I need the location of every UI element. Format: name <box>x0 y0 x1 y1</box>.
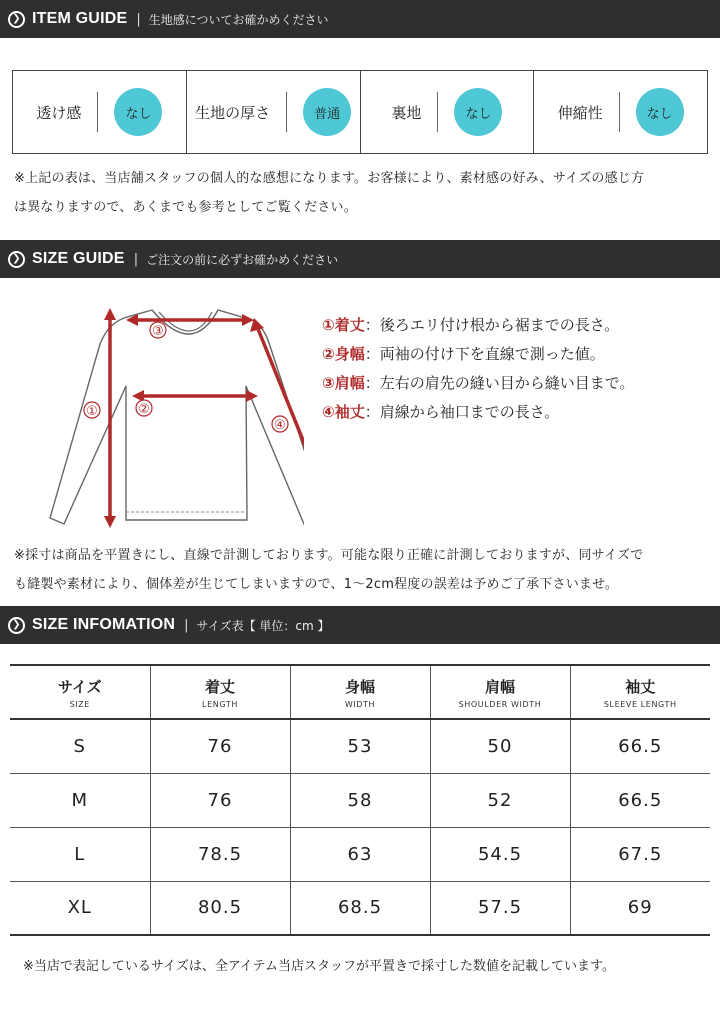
cell-sleeve: 66.5 <box>570 719 710 773</box>
item-badge: なし <box>454 88 502 136</box>
table-row <box>10 719 710 773</box>
table-row <box>10 773 710 827</box>
legend-text: ：後ろエリ付け根から裾までの長さ。 <box>364 316 620 334</box>
cell-width: 63 <box>290 827 430 881</box>
item-guide-box <box>12 70 708 154</box>
item-guide-note <box>14 164 644 222</box>
legend-text: ：左右の肩先の縫い目から縫い目まで。 <box>364 374 635 392</box>
item-badge: なし <box>114 88 162 136</box>
cell-sleeve: 67.5 <box>570 827 710 881</box>
legend-key: ③肩幅 <box>322 374 365 392</box>
marker-1: ① <box>86 404 98 419</box>
cell-sleeve: 66.5 <box>570 773 710 827</box>
note-line: ※上記の表は、当店舗スタッフの個人的な感想になります。お客様により、素材感の好み、サイズの感じ方 <box>14 171 645 186</box>
divider <box>619 92 620 132</box>
cell-shoulder: 52 <box>430 773 570 827</box>
item-guide-header <box>0 0 720 38</box>
column-header-size: サイズ SIZE <box>10 665 150 719</box>
legend-key: ①着丈 <box>322 316 365 334</box>
column-header-sleeve: 袖丈 SLEEVE LENGTH <box>570 665 710 719</box>
header-separator: | <box>133 251 139 267</box>
divider <box>286 92 287 132</box>
legend-key: ②身幅 <box>322 345 365 363</box>
table-header-row <box>10 665 710 719</box>
legend-row-length <box>322 310 634 339</box>
item-guide-subtitle: 生地感についてお確かめください <box>148 12 329 27</box>
cell-width: 53 <box>290 719 430 773</box>
size-table <box>10 664 710 936</box>
legend-row-sleeve <box>322 397 634 426</box>
measurement-legend <box>322 310 634 426</box>
chevron-right-circle-icon: ❯ <box>8 11 25 28</box>
column-header-length: 着丈 LENGTH <box>150 665 290 719</box>
item-cell-transparency <box>13 71 187 153</box>
size-info-header <box>0 606 720 644</box>
cell-shoulder: 57.5 <box>430 881 570 935</box>
note-line: は異なりますので、あくまでも参考としてご覧ください。 <box>14 200 357 215</box>
marker-4: ④ <box>274 418 286 433</box>
divider <box>97 92 98 132</box>
cell-shoulder: 54.5 <box>430 827 570 881</box>
legend-text: ：両袖の付け下を直線で測った値。 <box>364 345 605 363</box>
size-guide-title: SIZE GUIDE <box>32 250 125 267</box>
item-label: 生地の厚さ <box>195 103 271 122</box>
legend-row-shoulder <box>322 368 634 397</box>
size-guide-subtitle: ご注文の前に必ずお確かめください <box>146 252 339 267</box>
item-guide-title: ITEM GUIDE <box>32 10 128 27</box>
cell-size: S <box>10 719 150 773</box>
cell-size: XL <box>10 881 150 935</box>
size-info-subtitle: サイズ表【 単位：cm 】 <box>196 618 330 633</box>
cell-size: L <box>10 827 150 881</box>
table-row <box>10 881 710 935</box>
item-label: 透け感 <box>36 103 82 122</box>
item-label: 裏地 <box>391 103 422 122</box>
cell-length: 76 <box>150 719 290 773</box>
cell-width: 58 <box>290 773 430 827</box>
size-info-title: SIZE INFOMATION <box>32 616 176 633</box>
marker-3: ③ <box>152 324 164 339</box>
legend-row-width <box>322 339 634 368</box>
chevron-right-circle-icon: ❯ <box>8 251 25 268</box>
cell-size: M <box>10 773 150 827</box>
size-guide-header <box>0 240 720 278</box>
cell-sleeve: 69 <box>570 881 710 935</box>
table-row <box>10 827 710 881</box>
legend-key: ④袖丈 <box>322 403 365 421</box>
header-separator: | <box>136 11 141 27</box>
item-cell-lining <box>361 71 535 153</box>
item-label: 伸縮性 <box>557 103 603 122</box>
legend-text: ：肩線から袖口までの長さ。 <box>364 403 560 421</box>
header-separator: | <box>184 617 189 633</box>
chevron-right-circle-icon: ❯ <box>8 617 25 634</box>
marker-2: ② <box>138 402 150 417</box>
cell-length: 80.5 <box>150 881 290 935</box>
note-line: ※採寸は商品を平置きにし、直線で計測しております。可能な限り正確に計測しておりますが、同サイズで <box>14 548 644 563</box>
cell-shoulder: 50 <box>430 719 570 773</box>
long-sleeve-shirt-diagram <box>44 296 304 536</box>
column-header-width: 身幅 WIDTH <box>290 665 430 719</box>
cell-length: 78.5 <box>150 827 290 881</box>
column-header-shoulder: 肩幅 SHOULDER WIDTH <box>430 665 570 719</box>
item-badge: なし <box>636 88 684 136</box>
item-badge: 普通 <box>303 88 351 136</box>
divider <box>437 92 438 132</box>
item-cell-thickness <box>187 71 361 153</box>
size-guide-note <box>14 541 643 599</box>
note-line: も縫製や素材により、個体差が生じてしまいますので、1〜2cm程度の誤差は予めご了承下さいませ。 <box>14 577 619 592</box>
item-cell-stretch <box>534 71 707 153</box>
cell-width: 68.5 <box>290 881 430 935</box>
size-info-footer-note: ※当店で表記しているサイズは、全アイテム当店スタッフが平置きで採寸した数値を記載しています。 <box>23 959 615 974</box>
cell-length: 76 <box>150 773 290 827</box>
